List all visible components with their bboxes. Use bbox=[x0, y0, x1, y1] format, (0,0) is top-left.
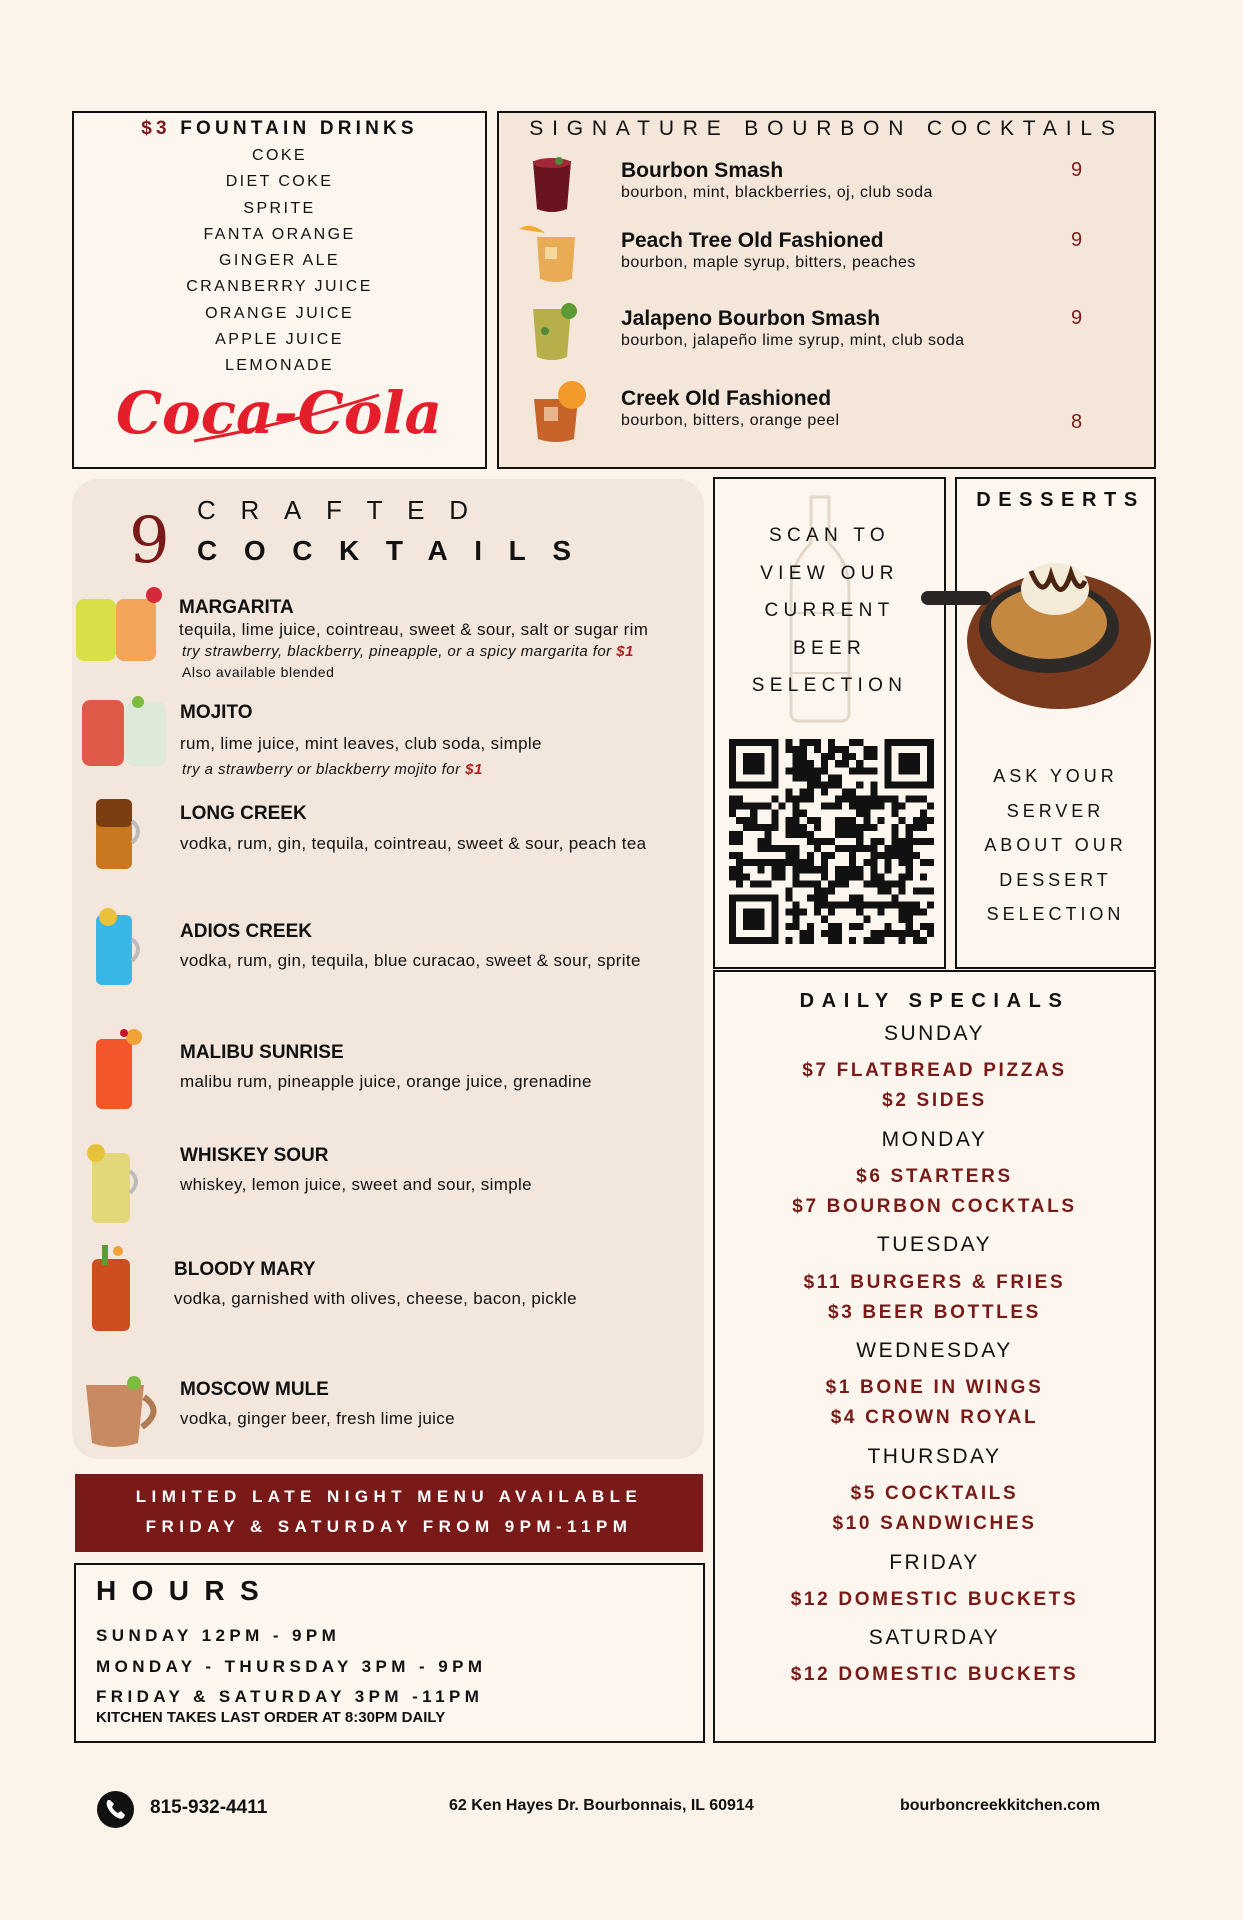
hours-line: SUNDAY 12PM - 9PM bbox=[96, 1626, 341, 1645]
bourbon-item-desc: bourbon, mint, blackberries, oj, club soda bbox=[621, 184, 933, 201]
website-link[interactable]: bourboncreekkitchen.com bbox=[900, 1797, 1101, 1814]
bourbon-item-desc: bourbon, maple syrup, bitters, peaches bbox=[621, 254, 916, 271]
special-deal: $12 DOMESTIC BUCKETS bbox=[790, 1664, 1079, 1685]
special-deal: $7 FLATBREAD PIZZAS bbox=[802, 1060, 1067, 1081]
bourbon-item bbox=[499, 153, 1154, 223]
cocktail-desc: rum, lime juice, mint leaves, club soda, simple bbox=[180, 734, 542, 753]
coca-cola-logo-text: Coca-Cola bbox=[115, 379, 443, 447]
bourbon-item-desc: bourbon, jalapeño lime syrup, mint, club soda bbox=[621, 332, 965, 349]
bourbon-item bbox=[499, 301, 1154, 371]
cocktail-desc: whiskey, lemon juice, sweet and sour, simple bbox=[180, 1175, 532, 1194]
hours-line: MONDAY - THURSDAY 3PM - 9PM bbox=[96, 1657, 487, 1676]
list-item: FANTA ORANGE bbox=[203, 225, 356, 243]
special-day: FRIDAY bbox=[889, 1551, 980, 1574]
beer-selection-panel bbox=[713, 477, 946, 969]
list-item: LEMONADE bbox=[225, 357, 334, 375]
peach-old-fashioned-drink-icon bbox=[507, 223, 589, 285]
bourbon-item-name: Bourbon Smash bbox=[621, 159, 784, 182]
hours-panel bbox=[74, 1563, 705, 1743]
bourbon-item bbox=[499, 223, 1154, 293]
list-item: DIET COKE bbox=[225, 173, 334, 191]
special-day: THURSDAY bbox=[867, 1445, 1002, 1468]
bourbon-item-price: 9 bbox=[1071, 307, 1083, 329]
signature-bourbon-panel bbox=[497, 111, 1156, 469]
crafted-title-line1: CRAFTED bbox=[197, 495, 493, 525]
cocktail-name: WHISKEY SOUR bbox=[180, 1145, 329, 1166]
special-day: WEDNESDAY bbox=[856, 1339, 1013, 1362]
mojito-drink-icon bbox=[78, 692, 178, 772]
cocktail-name: MOSCOW MULE bbox=[180, 1379, 329, 1400]
creek-old-fashioned-drink-icon bbox=[519, 381, 595, 443]
kitchen-note: KITCHEN TAKES LAST ORDER AT 8:30PM DAILY bbox=[96, 1709, 446, 1726]
cocktail-also: Also available blended bbox=[182, 664, 335, 680]
address: 62 Ken Hayes Dr. Bourbonnais, IL 60914 bbox=[449, 1797, 754, 1814]
bourbon-item-price: 8 bbox=[1071, 411, 1083, 433]
late-night-line1: LIMITED LATE NIGHT MENU AVAILABLE bbox=[135, 1487, 643, 1506]
cocktail-desc: vodka, garnished with olives, cheese, bacon, pickle bbox=[174, 1289, 577, 1308]
bourbon-item-name: Peach Tree Old Fashioned bbox=[621, 229, 884, 252]
hours-line: FRIDAY & SATURDAY 3PM -11PM bbox=[96, 1687, 484, 1706]
special-deal: $4 CROWN ROYAL bbox=[830, 1407, 1039, 1428]
crafted-price: 9 bbox=[129, 504, 170, 578]
special-deal: $3 BEER BOTTLES bbox=[827, 1302, 1042, 1323]
cocktail-note: try a strawberry or blackberry mojito for $1 bbox=[182, 761, 483, 778]
cocktail-name: ADIOS CREEK bbox=[180, 921, 312, 942]
list-item: SPRITE bbox=[243, 199, 316, 217]
special-day: SUNDAY bbox=[883, 1022, 986, 1045]
margarita-drink-icon bbox=[66, 587, 176, 667]
hours-title: HOURS bbox=[96, 1575, 275, 1606]
daily-specials-panel bbox=[713, 970, 1156, 1743]
moscow-mule-drink-icon bbox=[80, 1371, 170, 1451]
special-deal: $11 BURGERS & FRIES bbox=[803, 1272, 1066, 1293]
list-item: GINGER ALE bbox=[219, 252, 340, 270]
special-deal: $5 COCKTAILS bbox=[850, 1483, 1019, 1504]
beer-text: SCAN TO VIEW OUR CURRENT BEER SELECTION bbox=[751, 525, 908, 696]
desserts-panel bbox=[955, 477, 1156, 969]
phone-number[interactable]: 815-932-4411 bbox=[150, 1797, 268, 1818]
cocktail-note: try strawberry, blackberry, pineapple, or a spicy margarita for $1 bbox=[182, 643, 634, 660]
special-day: MONDAY bbox=[881, 1128, 988, 1151]
bourbon-item-price: 9 bbox=[1071, 159, 1083, 181]
cocktail-name: LONG CREEK bbox=[180, 803, 307, 824]
malibu-sunrise-drink-icon bbox=[84, 1025, 150, 1113]
skillet-dessert-icon bbox=[921, 531, 1156, 711]
coca-cola-logo bbox=[115, 375, 443, 455]
special-deal: $1 BONE IN WINGS bbox=[825, 1377, 1044, 1398]
special-deal: $6 STARTERS bbox=[856, 1166, 1013, 1187]
cocktail-name: MALIBU SUNRISE bbox=[180, 1042, 344, 1063]
special-deal: $10 SANDWICHES bbox=[832, 1513, 1037, 1534]
special-deal: $12 DOMESTIC BUCKETS bbox=[790, 1589, 1079, 1610]
bourbon-smash-drink-icon bbox=[521, 153, 583, 215]
cocktail-name: BLOODY MARY bbox=[174, 1259, 316, 1280]
whiskey-sour-drink-icon bbox=[80, 1141, 146, 1227]
list-item: ORANGE JUICE bbox=[205, 304, 354, 322]
crafted-cocktails-panel bbox=[72, 479, 704, 1459]
special-day: SATURDAY bbox=[868, 1626, 1001, 1649]
fountain-drinks-panel bbox=[72, 111, 487, 469]
late-night-banner bbox=[75, 1474, 703, 1552]
fountain-drinks-list bbox=[74, 143, 485, 380]
specials-title: DAILY SPECIALS bbox=[799, 990, 1070, 1012]
bloody-mary-drink-icon bbox=[80, 1243, 146, 1335]
fountain-drinks-title: $3 FOUNTAIN DRINKS bbox=[141, 118, 418, 139]
list-item: APPLE JUICE bbox=[215, 331, 344, 349]
adios-creek-drink-icon bbox=[86, 905, 146, 991]
special-deal: $2 SIDES bbox=[882, 1090, 987, 1111]
special-deal: $7 BOURBON COCKTALS bbox=[792, 1196, 1077, 1217]
cocktail-desc: tequila, lime juice, cointreau, sweet & sour, salt or sugar rim bbox=[179, 620, 649, 639]
bourbon-item bbox=[499, 381, 1154, 451]
late-night-line2: FRIDAY & SATURDAY FROM 9PM-11PM bbox=[145, 1517, 633, 1536]
bourbon-item-desc: bourbon, bitters, orange peel bbox=[621, 412, 840, 429]
list-item: COKE bbox=[252, 147, 307, 164]
phone-icon bbox=[97, 1791, 134, 1828]
dessert-text: ASK YOUR SERVER ABOUT OUR DESSERT SELECTION bbox=[984, 766, 1127, 924]
cocktail-desc: vodka, rum, gin, tequila, blue curacao, sweet & sour, sprite bbox=[180, 951, 641, 970]
cocktail-desc: malibu rum, pineapple juice, orange juice, grenadine bbox=[180, 1072, 592, 1091]
beer-menu-qr-code[interactable] bbox=[729, 739, 934, 944]
cocktail-desc: vodka, ginger beer, fresh lime juice bbox=[180, 1409, 455, 1428]
bourbon-item-price: 9 bbox=[1071, 229, 1083, 251]
desserts-title: DESSERTS bbox=[976, 489, 1145, 511]
jalapeno-smash-drink-icon bbox=[521, 301, 583, 363]
bourbon-item-name: Creek Old Fashioned bbox=[621, 387, 832, 410]
list-item: CRANBERRY JUICE bbox=[186, 278, 373, 296]
bourbon-title: SIGNATURE BOURBON COCKTAILS bbox=[529, 117, 1124, 140]
crafted-title-line2: COCKTAILS bbox=[197, 535, 598, 566]
cocktail-name: MOJITO bbox=[180, 702, 253, 723]
long-creek-drink-icon bbox=[86, 795, 146, 875]
bourbon-item-name: Jalapeno Bourbon Smash bbox=[621, 307, 881, 330]
cocktail-desc: vodka, rum, gin, tequila, cointreau, sweet & sour, peach tea bbox=[180, 834, 647, 853]
special-day: TUESDAY bbox=[876, 1233, 993, 1256]
cocktail-name: MARGARITA bbox=[179, 597, 294, 618]
